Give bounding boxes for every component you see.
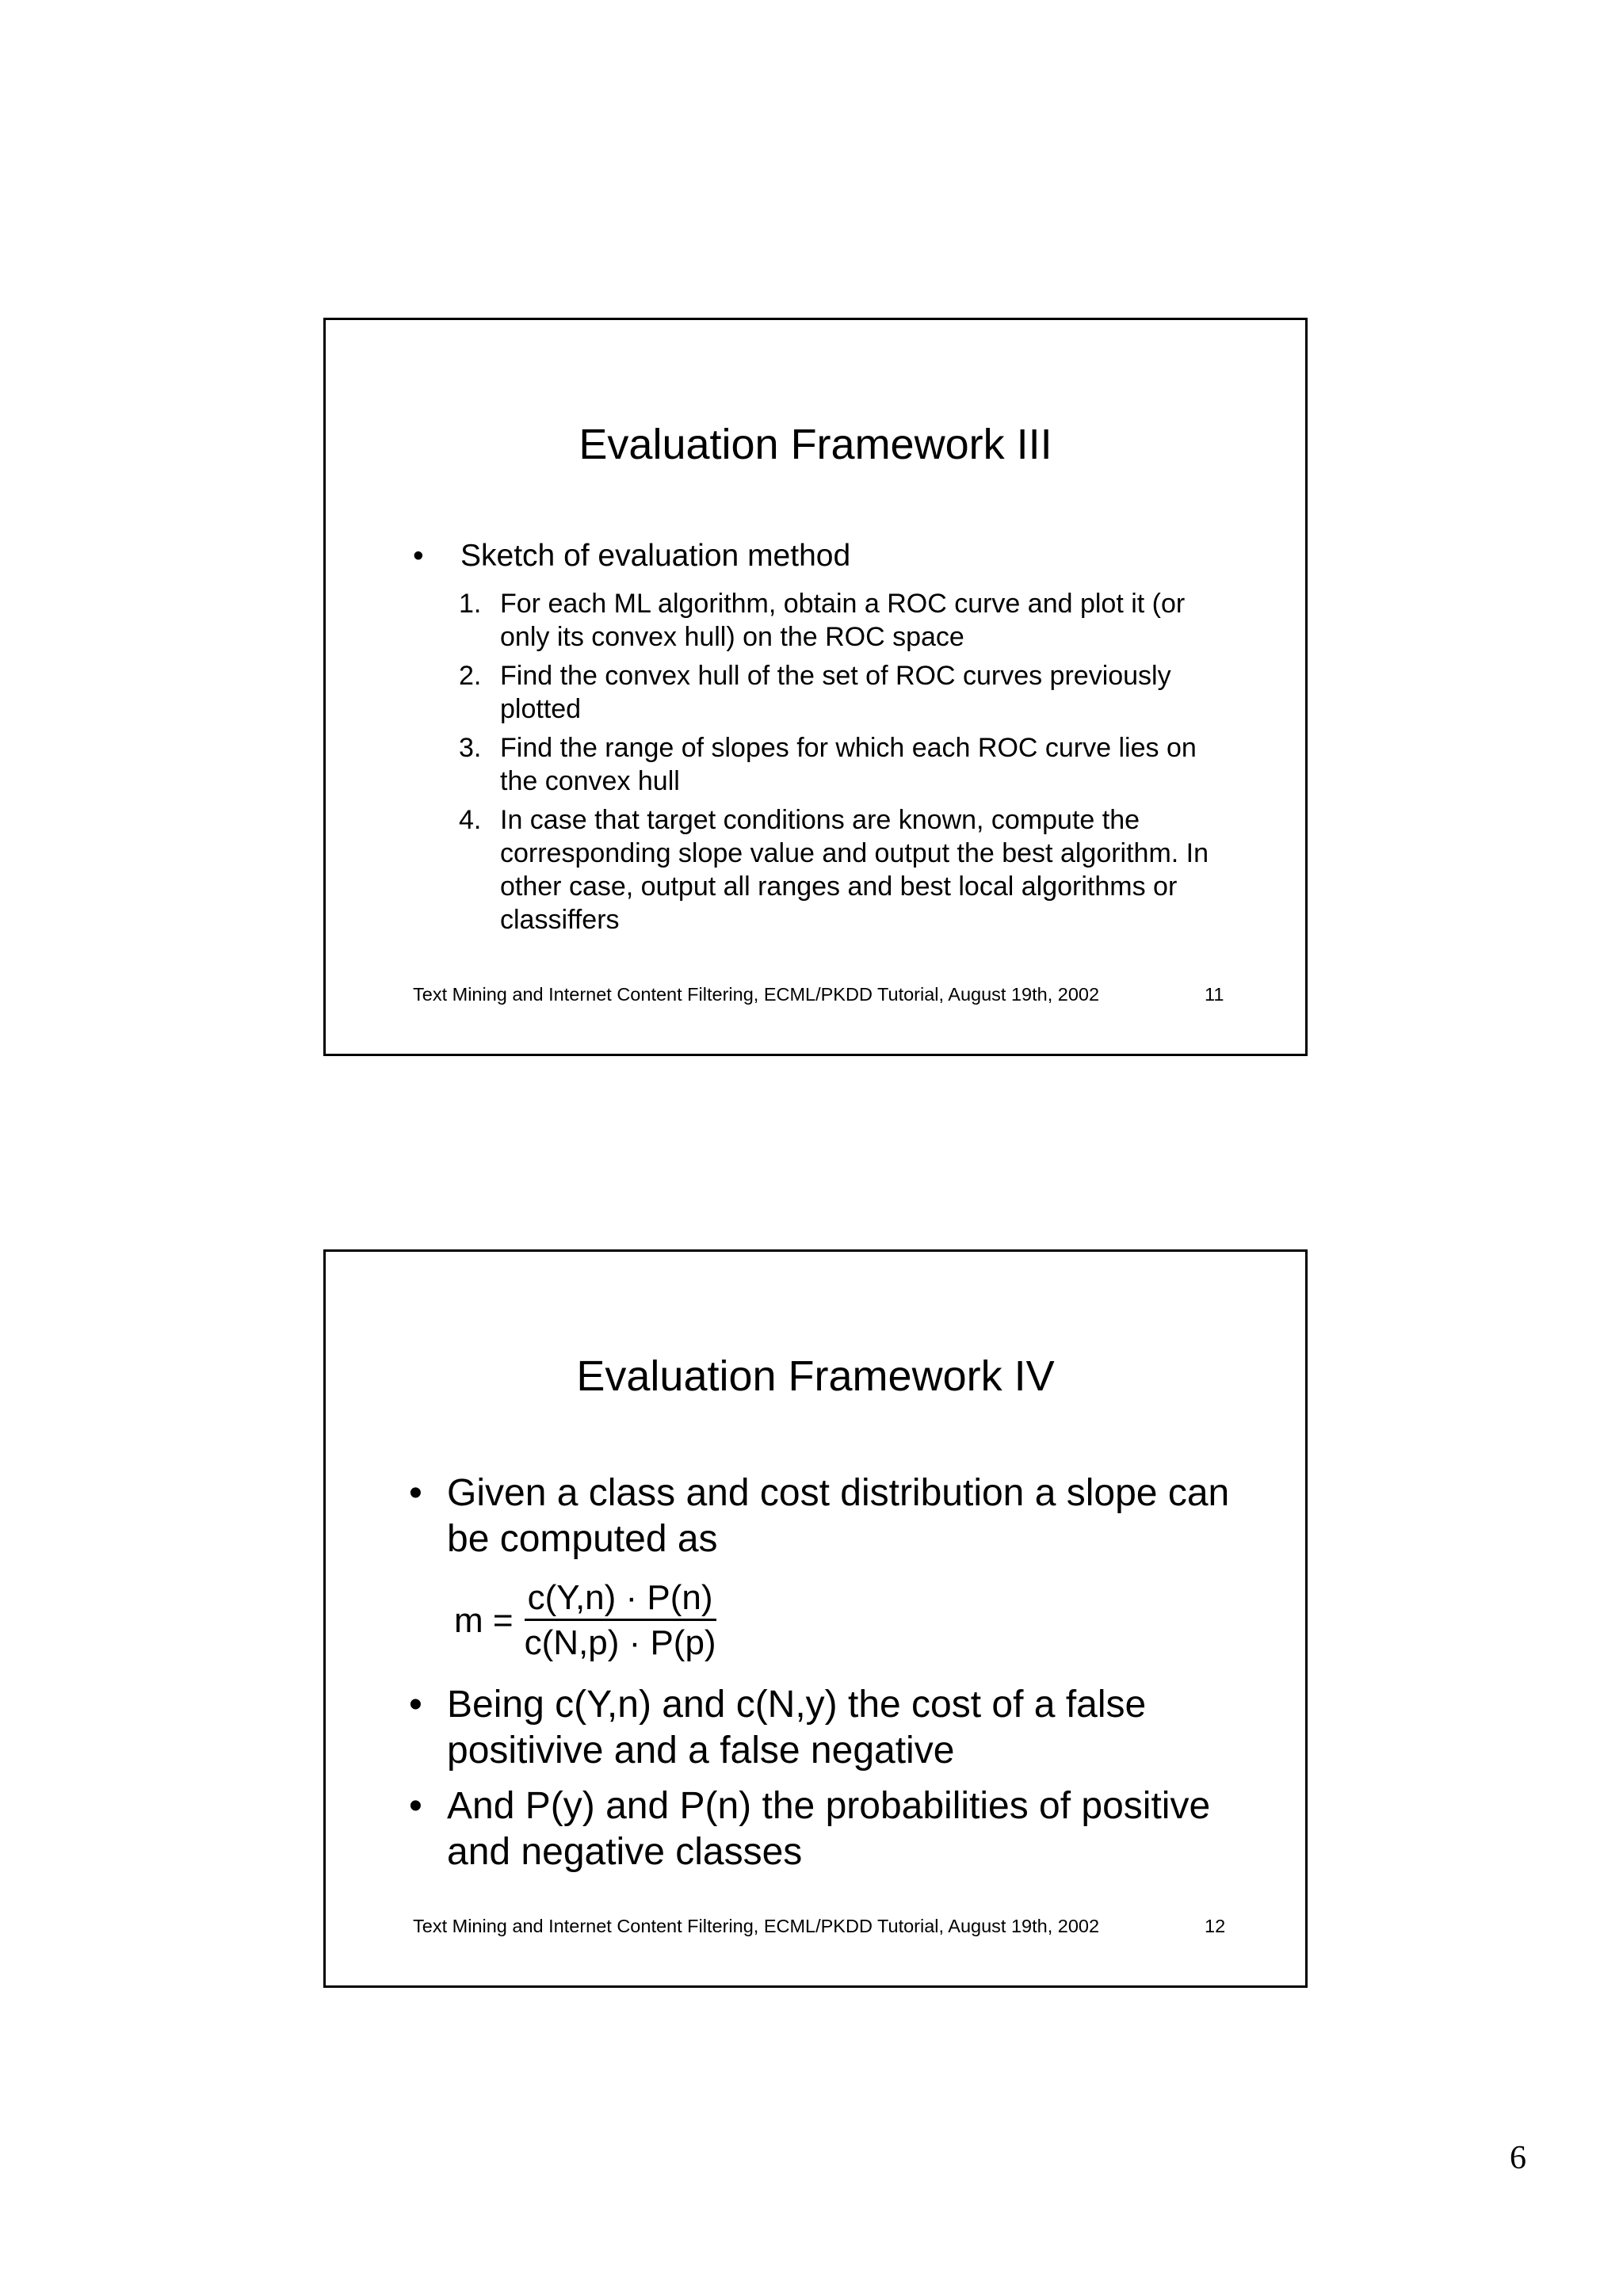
bullet-text: Being c(Y,n) and c(N,y) the cost of a false positivive and a false negative <box>447 1684 1147 1772</box>
slide-evaluation-framework-iv <box>323 1249 1308 1988</box>
slide-title: Evaluation Framework IV <box>576 1352 1055 1400</box>
bullet-item <box>409 1682 1249 1774</box>
formula-lhs: m = <box>454 1600 514 1640</box>
page-number: 6 <box>1510 2140 1526 2176</box>
fraction-bar <box>525 1619 716 1621</box>
step-text: In case that target conditions are known, compute the corresponding slope value and output the best algorithm. In other case, output all ranges and best local algorithms or classiffers <box>500 805 1209 935</box>
slide-number: 11 <box>1205 984 1224 1005</box>
bullet-marker: • <box>409 1785 422 1827</box>
step-number: 4. <box>459 805 482 835</box>
list-item <box>459 731 1220 798</box>
bullet-text: And P(y) and P(n) the probabilities of positive and negative classes <box>447 1785 1211 1873</box>
step-number: 2. <box>459 661 482 691</box>
bullet-text: Sketch of evaluation method <box>460 539 851 573</box>
step-number: 1. <box>459 589 482 619</box>
slide-evaluation-framework-iii <box>323 318 1308 1056</box>
step-number: 3. <box>459 733 482 763</box>
slide-footer: Text Mining and Internet Content Filtering, ECML/PKDD Tutorial, August 19th, 2002 <box>413 1916 1100 1936</box>
slide-footer: Text Mining and Internet Content Filtering, ECML/PKDD Tutorial, August 19th, 2002 <box>413 984 1100 1005</box>
bullet-item <box>409 1783 1249 1875</box>
list-item <box>459 587 1220 654</box>
list-item <box>459 803 1220 936</box>
step-text: For each ML algorithm, obtain a ROC curve and plot it (or only its convex hull) on the ROC space <box>500 589 1186 652</box>
bullet-marker: • <box>409 1684 422 1726</box>
bullet-text: Given a class and cost distribution a slope can be computed as <box>447 1472 1230 1560</box>
slide-title: Evaluation Framework III <box>579 421 1052 468</box>
slide-number: 12 <box>1205 1916 1226 1936</box>
step-text: Find the range of slopes for which each ROC curve lies on the convex hull <box>500 733 1197 796</box>
step-text: Find the convex hull of the set of ROC curves previously plotted <box>500 661 1171 724</box>
formula-fraction <box>524 1578 716 1662</box>
bullet-marker: • <box>413 539 424 573</box>
bullet-item <box>409 1470 1249 1562</box>
steps-list <box>459 587 1220 942</box>
bullet-marker: • <box>409 1472 422 1514</box>
bullet-item <box>413 538 1245 575</box>
formula-numerator: c(Y,n) · P(n) <box>527 1578 713 1617</box>
list-item <box>459 659 1220 726</box>
slope-formula <box>454 1578 716 1662</box>
formula-denominator: c(N,p) · P(p) <box>524 1623 716 1662</box>
